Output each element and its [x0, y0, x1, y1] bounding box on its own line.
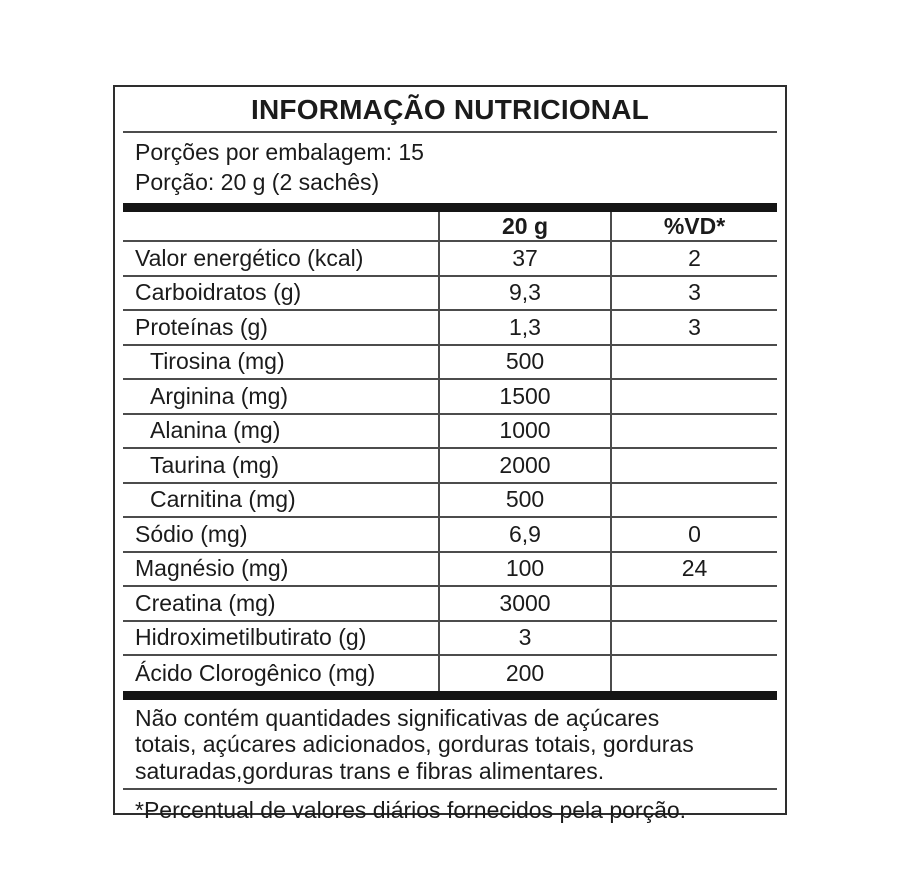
table-header-row — [123, 212, 777, 242]
row-dv — [610, 622, 777, 655]
table-row-alanina — [123, 415, 777, 450]
row-dv: 24 — [610, 553, 777, 586]
table-row-hidroximetilbutirato — [123, 622, 777, 657]
table-row-sodio — [123, 518, 777, 553]
row-dv — [610, 380, 777, 413]
row-dv — [610, 484, 777, 517]
row-dv — [610, 415, 777, 448]
table-row-taurina — [123, 449, 777, 484]
table-row-valor-energetico — [123, 242, 777, 277]
row-dv: 3 — [610, 311, 777, 344]
label-title: INFORMAÇÃO NUTRICIONAL — [251, 94, 649, 125]
table-row-carboidratos — [123, 277, 777, 312]
row-label: Arginina (mg) — [150, 382, 289, 409]
row-amount: 3000 — [438, 587, 610, 620]
row-amount: 2000 — [438, 449, 610, 482]
nutrition-table — [123, 212, 777, 691]
nutrition-label — [113, 85, 787, 823]
row-dv — [610, 449, 777, 482]
top-separator-bar — [123, 203, 777, 212]
table-row-creatina — [123, 587, 777, 622]
row-dv: 2 — [610, 242, 777, 275]
table-row-acido-clorogenico — [123, 656, 777, 691]
bottom-separator-bar — [123, 691, 777, 700]
row-dv: 0 — [610, 518, 777, 551]
row-amount: 1500 — [438, 380, 610, 413]
row-amount: 1000 — [438, 415, 610, 448]
note-line-1: Não contém quantidades significativas de açúcares — [135, 704, 660, 731]
row-dv: 3 — [610, 277, 777, 310]
row-amount: 100 — [438, 553, 610, 586]
servings-per-package: Porções por embalagem: 15 — [135, 139, 424, 165]
row-amount: 6,9 — [438, 518, 610, 551]
row-label: Creatina (mg) — [135, 589, 276, 616]
table-row-tirosina — [123, 346, 777, 381]
table-row-magnesio — [123, 553, 777, 588]
row-label: Carboidratos (g) — [135, 279, 302, 306]
note-line-3: saturadas,gorduras trans e fibras alimentares. — [135, 757, 605, 784]
row-dv — [610, 587, 777, 620]
row-amount: 200 — [438, 656, 610, 691]
row-label: Sódio (mg) — [135, 520, 248, 547]
column-header-dv: %VD* — [610, 212, 777, 240]
row-label: Hidroximetilbutirato (g) — [135, 624, 367, 651]
row-amount: 37 — [438, 242, 610, 275]
row-label: Carnitina (mg) — [150, 486, 296, 513]
row-amount: 500 — [438, 346, 610, 379]
note-line-2: totais, açúcares adicionados, gorduras totais, gorduras — [135, 731, 694, 757]
row-label: Valor energético (kcal) — [135, 244, 364, 271]
serving-info — [115, 133, 785, 203]
row-dv — [610, 346, 777, 379]
no-significant-amounts-note — [115, 700, 785, 789]
table-row-arginina — [123, 380, 777, 415]
table-row-carnitina — [123, 484, 777, 519]
column-header-amount: 20 g — [438, 212, 610, 240]
row-amount: 1,3 — [438, 311, 610, 344]
table-row-proteinas — [123, 311, 777, 346]
row-dv — [610, 656, 777, 691]
row-label: Ácido Clorogênico (mg) — [135, 659, 376, 686]
row-label: Magnésio (mg) — [135, 555, 289, 582]
row-label: Alanina (mg) — [150, 417, 281, 444]
column-header-blank — [123, 212, 438, 240]
row-amount: 3 — [438, 622, 610, 655]
row-amount: 500 — [438, 484, 610, 517]
daily-values-footnote: *Percentual de valores diários fornecidos pela porção. — [135, 797, 687, 823]
row-label: Taurina (mg) — [150, 451, 280, 478]
portion-size: Porção: 20 g (2 sachês) — [135, 169, 380, 195]
row-label: Proteínas (g) — [135, 313, 268, 340]
row-amount: 9,3 — [438, 277, 610, 310]
row-label: Tirosina (mg) — [150, 348, 285, 375]
